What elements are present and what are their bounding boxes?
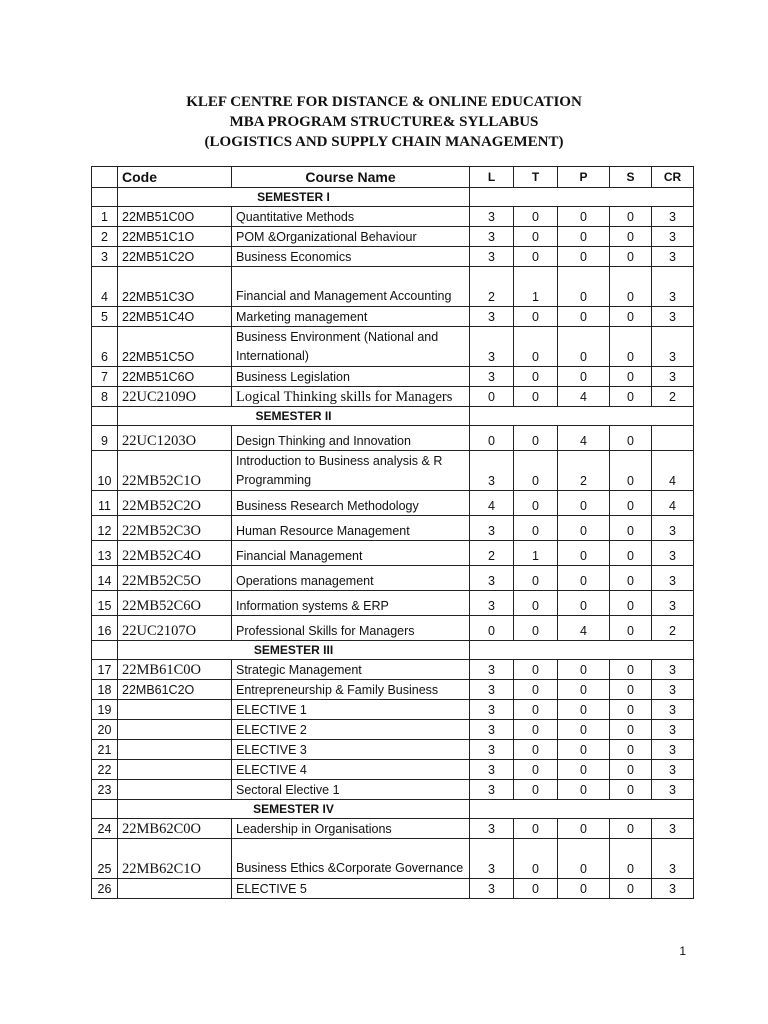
course-name: Operations management	[232, 566, 470, 591]
course-code: 22MB51C3O	[118, 267, 232, 307]
row-number: 5	[92, 307, 118, 327]
course-name: Business Economics	[232, 247, 470, 267]
credits: 3	[652, 267, 694, 307]
row-number: 13	[92, 541, 118, 566]
practical-hours: 0	[558, 660, 610, 680]
course-code: 22MB52C6O	[118, 591, 232, 616]
tutorial-hours: 0	[514, 780, 558, 800]
self-study-hours: 0	[610, 426, 652, 451]
tutorial-hours: 0	[514, 616, 558, 641]
course-row	[92, 426, 694, 451]
semester-title: SEMESTER II	[118, 407, 470, 426]
credits: 3	[652, 227, 694, 247]
tutorial-hours: 0	[514, 591, 558, 616]
credits: 3	[652, 367, 694, 387]
lecture-hours: 3	[470, 327, 514, 367]
course-name: Design Thinking and Innovation	[232, 426, 470, 451]
lecture-hours: 3	[470, 700, 514, 720]
practical-hours: 0	[558, 760, 610, 780]
semester-values-cell	[470, 188, 694, 207]
practical-hours: 0	[558, 267, 610, 307]
practical-hours: 0	[558, 327, 610, 367]
course-row	[92, 247, 694, 267]
course-row	[92, 327, 694, 367]
row-number: 11	[92, 491, 118, 516]
semester-no-cell	[92, 641, 118, 660]
credits: 3	[652, 720, 694, 740]
credits: 3	[652, 566, 694, 591]
course-code	[118, 879, 232, 899]
course-name: Financial Management	[232, 541, 470, 566]
course-code	[118, 700, 232, 720]
course-name: ELECTIVE 5	[232, 879, 470, 899]
course-code: 22MB61C0O	[118, 660, 232, 680]
course-code: 22MB61C2O	[118, 680, 232, 700]
course-name: ELECTIVE 3	[232, 740, 470, 760]
row-number: 25	[92, 839, 118, 879]
credits: 3	[652, 660, 694, 680]
course-row	[92, 740, 694, 760]
lecture-hours: 0	[470, 616, 514, 641]
tutorial-hours: 0	[514, 760, 558, 780]
self-study-hours: 0	[610, 541, 652, 566]
table-header-row	[92, 167, 694, 188]
semester-title: SEMESTER III	[118, 641, 470, 660]
row-number: 22	[92, 760, 118, 780]
practical-hours: 0	[558, 227, 610, 247]
course-code: 22MB52C5O	[118, 566, 232, 591]
credits: 4	[652, 491, 694, 516]
practical-hours: 0	[558, 680, 610, 700]
course-name: Human Resource Management	[232, 516, 470, 541]
course-row	[92, 491, 694, 516]
semester-values-cell	[470, 407, 694, 426]
row-number: 4	[92, 267, 118, 307]
practical-hours: 0	[558, 740, 610, 760]
lecture-hours: 3	[470, 207, 514, 227]
course-code: 22MB51C5O	[118, 327, 232, 367]
practical-hours: 0	[558, 247, 610, 267]
course-name: Entrepreneurship & Family Business	[232, 680, 470, 700]
course-row	[92, 566, 694, 591]
lecture-hours: 3	[470, 307, 514, 327]
self-study-hours: 0	[610, 760, 652, 780]
course-name: ELECTIVE 4	[232, 760, 470, 780]
semester-title: SEMESTER I	[118, 188, 470, 207]
course-row	[92, 819, 694, 839]
course-name: Business Environment (National and International)	[232, 327, 470, 367]
course-row	[92, 591, 694, 616]
course-row	[92, 307, 694, 327]
course-code	[118, 720, 232, 740]
course-name: Sectoral Elective 1	[232, 780, 470, 800]
course-row	[92, 451, 694, 491]
course-name: Logical Thinking skills for Managers	[232, 387, 470, 407]
lecture-hours: 2	[470, 267, 514, 307]
row-number: 10	[92, 451, 118, 491]
practical-hours: 4	[558, 387, 610, 407]
credits	[652, 426, 694, 451]
semester-no-cell	[92, 188, 118, 207]
practical-hours: 0	[558, 720, 610, 740]
course-row	[92, 879, 694, 899]
lecture-hours: 3	[470, 760, 514, 780]
lecture-hours: 3	[470, 591, 514, 616]
course-row	[92, 207, 694, 227]
lecture-hours: 3	[470, 247, 514, 267]
course-row	[92, 387, 694, 407]
credits: 3	[652, 740, 694, 760]
self-study-hours: 0	[610, 740, 652, 760]
self-study-hours: 0	[610, 227, 652, 247]
header-institution: KLEF CENTRE FOR DISTANCE & ONLINE EDUCATION	[186, 94, 582, 110]
course-row	[92, 660, 694, 680]
tutorial-hours: 0	[514, 720, 558, 740]
header-code: Code	[118, 167, 232, 188]
lecture-hours: 2	[470, 541, 514, 566]
tutorial-hours: 0	[514, 879, 558, 899]
self-study-hours: 0	[610, 367, 652, 387]
row-number: 2	[92, 227, 118, 247]
tutorial-hours: 0	[514, 247, 558, 267]
tutorial-hours: 0	[514, 491, 558, 516]
self-study-hours: 0	[610, 491, 652, 516]
course-code	[118, 740, 232, 760]
row-number: 16	[92, 616, 118, 641]
self-study-hours: 0	[610, 720, 652, 740]
lecture-hours: 0	[470, 426, 514, 451]
tutorial-hours: 0	[514, 426, 558, 451]
header-course-name: Course Name	[232, 167, 470, 188]
tutorial-hours: 0	[514, 227, 558, 247]
tutorial-hours: 0	[514, 367, 558, 387]
course-code: 22MB52C2O	[118, 491, 232, 516]
course-row	[92, 516, 694, 541]
semester-row	[92, 800, 694, 819]
semester-title: SEMESTER IV	[118, 800, 470, 819]
practical-hours: 0	[558, 207, 610, 227]
course-name: Introduction to Business analysis & R Programming	[232, 451, 470, 491]
tutorial-hours: 0	[514, 740, 558, 760]
semester-row	[92, 641, 694, 660]
practical-hours: 0	[558, 566, 610, 591]
course-row	[92, 267, 694, 307]
row-number: 7	[92, 367, 118, 387]
credits: 2	[652, 387, 694, 407]
lecture-hours: 3	[470, 780, 514, 800]
credits: 3	[652, 680, 694, 700]
practical-hours: 0	[558, 516, 610, 541]
semester-values-cell	[470, 800, 694, 819]
tutorial-hours: 0	[514, 566, 558, 591]
semester-no-cell	[92, 407, 118, 426]
self-study-hours: 0	[610, 566, 652, 591]
practical-hours: 0	[558, 307, 610, 327]
practical-hours: 4	[558, 426, 610, 451]
credits: 3	[652, 760, 694, 780]
credits: 3	[652, 591, 694, 616]
course-name: ELECTIVE 2	[232, 720, 470, 740]
course-name: Strategic Management	[232, 660, 470, 680]
course-row	[92, 760, 694, 780]
tutorial-hours: 0	[514, 207, 558, 227]
credits: 3	[652, 819, 694, 839]
course-code: 22MB62C0O	[118, 819, 232, 839]
self-study-hours: 0	[610, 591, 652, 616]
header-t: T	[514, 167, 558, 188]
self-study-hours: 0	[610, 700, 652, 720]
row-number: 1	[92, 207, 118, 227]
header-l: L	[470, 167, 514, 188]
course-row	[92, 367, 694, 387]
self-study-hours: 0	[610, 451, 652, 491]
tutorial-hours: 0	[514, 307, 558, 327]
self-study-hours: 0	[610, 387, 652, 407]
tutorial-hours: 0	[514, 660, 558, 680]
practical-hours: 0	[558, 700, 610, 720]
header-program: MBA PROGRAM STRUCTURE& SYLLABUS	[229, 114, 539, 130]
credits: 2	[652, 616, 694, 641]
course-name: Business Legislation	[232, 367, 470, 387]
lecture-hours: 3	[470, 740, 514, 760]
credits: 3	[652, 541, 694, 566]
row-number: 8	[92, 387, 118, 407]
lecture-hours: 4	[470, 491, 514, 516]
semester-no-cell	[92, 800, 118, 819]
course-name: Financial and Management Accounting	[232, 267, 470, 307]
credits: 3	[652, 516, 694, 541]
syllabus-table	[91, 166, 694, 899]
self-study-hours: 0	[610, 516, 652, 541]
credits: 3	[652, 307, 694, 327]
lecture-hours: 3	[470, 680, 514, 700]
course-name: POM &Organizational Behaviour	[232, 227, 470, 247]
header-p: P	[558, 167, 610, 188]
course-code: 22MB52C1O	[118, 451, 232, 491]
row-number: 14	[92, 566, 118, 591]
row-number: 23	[92, 780, 118, 800]
course-row	[92, 541, 694, 566]
self-study-hours: 0	[610, 660, 652, 680]
row-number: 19	[92, 700, 118, 720]
row-number: 12	[92, 516, 118, 541]
header-s: S	[610, 167, 652, 188]
row-number: 24	[92, 819, 118, 839]
course-name: Quantitative Methods	[232, 207, 470, 227]
tutorial-hours: 0	[514, 700, 558, 720]
row-number: 21	[92, 740, 118, 760]
practical-hours: 0	[558, 491, 610, 516]
course-name: Leadership in Organisations	[232, 819, 470, 839]
tutorial-hours: 0	[514, 680, 558, 700]
practical-hours: 0	[558, 591, 610, 616]
self-study-hours: 0	[610, 307, 652, 327]
course-code: 22MB51C2O	[118, 247, 232, 267]
course-row	[92, 720, 694, 740]
row-number: 3	[92, 247, 118, 267]
self-study-hours: 0	[610, 680, 652, 700]
lecture-hours: 3	[470, 367, 514, 387]
tutorial-hours: 1	[514, 541, 558, 566]
semester-row	[92, 407, 694, 426]
practical-hours: 4	[558, 616, 610, 641]
course-code: 22MB62C1O	[118, 839, 232, 879]
practical-hours: 0	[558, 541, 610, 566]
course-name: Information systems & ERP	[232, 591, 470, 616]
lecture-hours: 3	[470, 660, 514, 680]
practical-hours: 2	[558, 451, 610, 491]
credits: 3	[652, 879, 694, 899]
course-code: 22MB51C6O	[118, 367, 232, 387]
course-code: 22UC2107O	[118, 616, 232, 641]
lecture-hours: 3	[470, 227, 514, 247]
course-name: Business Research Methodology	[232, 491, 470, 516]
tutorial-hours: 0	[514, 516, 558, 541]
semester-values-cell	[470, 641, 694, 660]
tutorial-hours: 0	[514, 839, 558, 879]
practical-hours: 0	[558, 780, 610, 800]
tutorial-hours: 0	[514, 451, 558, 491]
credits: 3	[652, 780, 694, 800]
course-name: Business Ethics &Corporate Governance	[232, 839, 470, 879]
self-study-hours: 0	[610, 839, 652, 879]
document-header	[0, 92, 768, 152]
header-specialization: (LOGISTICS AND SUPPLY CHAIN MANAGEMENT)	[204, 134, 564, 150]
self-study-hours: 0	[610, 267, 652, 307]
course-code: 22MB51C1O	[118, 227, 232, 247]
tutorial-hours: 0	[514, 387, 558, 407]
course-row	[92, 680, 694, 700]
lecture-hours: 3	[470, 566, 514, 591]
self-study-hours: 0	[610, 879, 652, 899]
credits: 3	[652, 327, 694, 367]
credits: 4	[652, 451, 694, 491]
row-number: 9	[92, 426, 118, 451]
lecture-hours: 3	[470, 451, 514, 491]
course-row	[92, 700, 694, 720]
tutorial-hours: 0	[514, 819, 558, 839]
self-study-hours: 0	[610, 780, 652, 800]
header-no-cell	[92, 167, 118, 188]
credits: 3	[652, 700, 694, 720]
course-code	[118, 780, 232, 800]
row-number: 17	[92, 660, 118, 680]
course-row	[92, 839, 694, 879]
tutorial-hours: 1	[514, 267, 558, 307]
course-name: ELECTIVE 1	[232, 700, 470, 720]
course-code: 22UC1203O	[118, 426, 232, 451]
course-name: Professional Skills for Managers	[232, 616, 470, 641]
tutorial-hours: 0	[514, 327, 558, 367]
course-row	[92, 780, 694, 800]
row-number: 15	[92, 591, 118, 616]
row-number: 18	[92, 680, 118, 700]
credits: 3	[652, 207, 694, 227]
course-row	[92, 227, 694, 247]
course-code: 22MB51C0O	[118, 207, 232, 227]
course-code: 22MB51C4O	[118, 307, 232, 327]
practical-hours: 0	[558, 819, 610, 839]
semester-row	[92, 188, 694, 207]
self-study-hours: 0	[610, 327, 652, 367]
course-code: 22MB52C4O	[118, 541, 232, 566]
credits: 3	[652, 247, 694, 267]
practical-hours: 0	[558, 839, 610, 879]
course-code: 22UC2109O	[118, 387, 232, 407]
lecture-hours: 3	[470, 720, 514, 740]
lecture-hours: 3	[470, 819, 514, 839]
lecture-hours: 3	[470, 879, 514, 899]
course-row	[92, 616, 694, 641]
row-number: 20	[92, 720, 118, 740]
lecture-hours: 3	[470, 516, 514, 541]
header-cr: CR	[652, 167, 694, 188]
lecture-hours: 0	[470, 387, 514, 407]
practical-hours: 0	[558, 879, 610, 899]
credits: 3	[652, 839, 694, 879]
self-study-hours: 0	[610, 616, 652, 641]
row-number: 26	[92, 879, 118, 899]
course-name: Marketing management	[232, 307, 470, 327]
course-code: 22MB52C3O	[118, 516, 232, 541]
lecture-hours: 3	[470, 839, 514, 879]
page-number: 1	[679, 944, 686, 958]
practical-hours: 0	[558, 367, 610, 387]
self-study-hours: 0	[610, 247, 652, 267]
row-number: 6	[92, 327, 118, 367]
course-code	[118, 760, 232, 780]
self-study-hours: 0	[610, 819, 652, 839]
self-study-hours: 0	[610, 207, 652, 227]
